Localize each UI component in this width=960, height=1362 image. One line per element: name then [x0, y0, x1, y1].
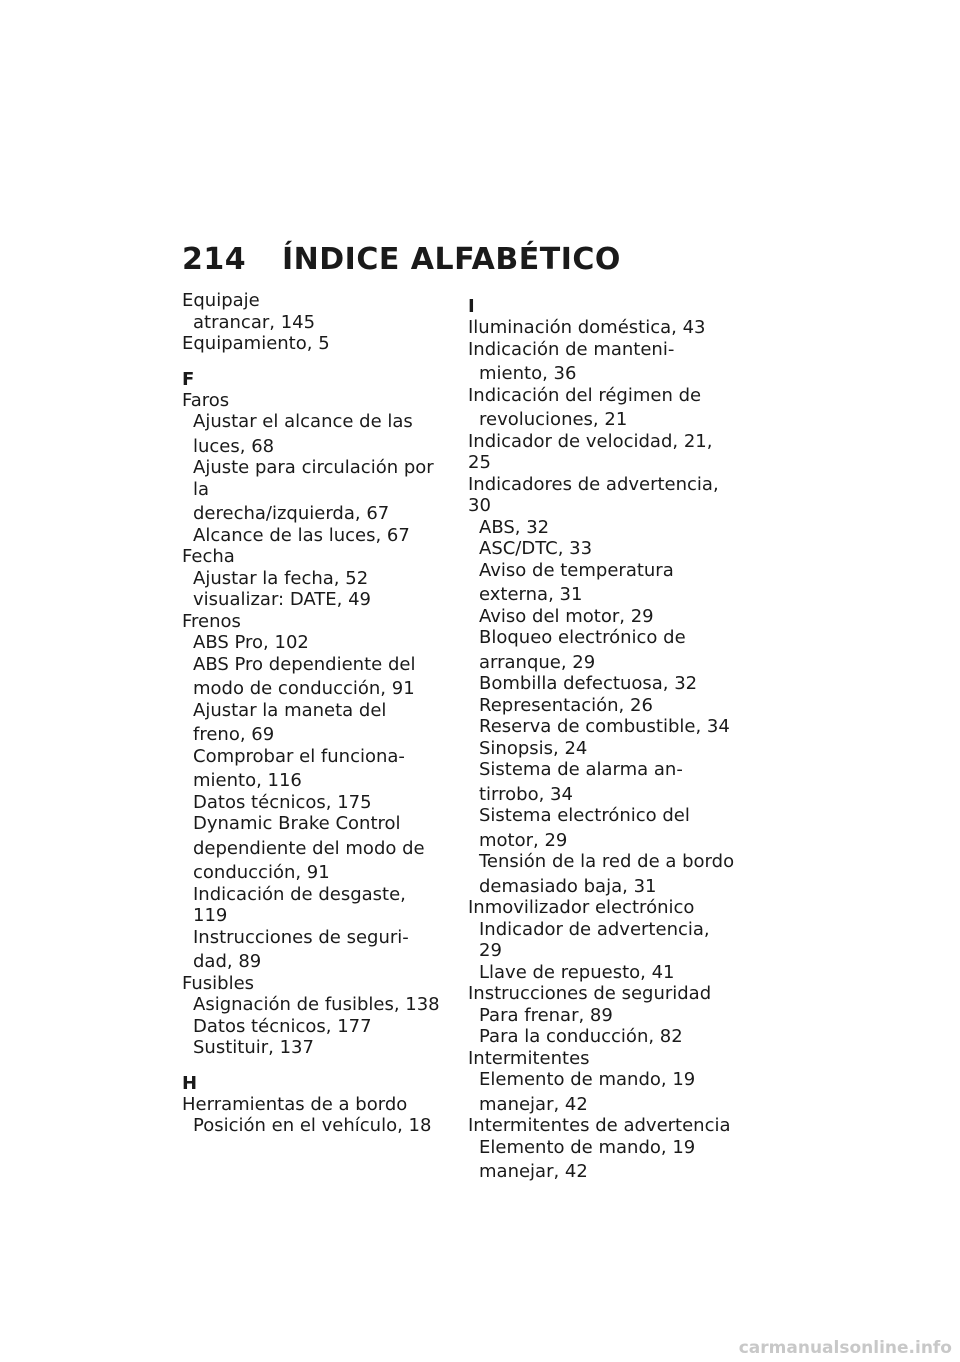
index-entry: Iluminación doméstica, 43: [468, 317, 706, 338]
index-entry: Indicación de manteni-: [468, 338, 675, 360]
index-continuation: motor, 29: [479, 829, 568, 851]
index-continuation: externa, 31: [479, 584, 583, 605]
index-subentry: Alcance de las luces, 67: [193, 524, 410, 546]
index-entry: Faros: [182, 389, 230, 411]
index-continuation: conducción, 91: [193, 862, 330, 883]
page-header: [182, 242, 621, 277]
index-entry: Indicador de velocidad, 21, 25: [468, 430, 713, 473]
index-continuation: tirrobo, 34: [479, 783, 573, 805]
index-subentry: Dynamic Brake Control: [193, 813, 401, 834]
index-subentry: Asignación de fusibles, 138: [193, 994, 440, 1015]
index-entry: Instrucciones de seguridad: [468, 983, 712, 1004]
index-subentry: Para frenar, 89: [479, 1004, 613, 1026]
index-subentry: Elemento de mando, 19: [479, 1069, 696, 1090]
index-subentry: Elemento de mando, 19: [479, 1136, 696, 1158]
index-letter-heading: I: [468, 296, 475, 317]
index-subentry: Indicación de desgaste, 119: [193, 883, 406, 926]
index-entry: Equipaje: [182, 290, 260, 311]
index-continuation: miento, 116: [193, 770, 302, 791]
index-subentry: Sistema electrónico del: [479, 805, 690, 826]
page-title: ÍNDICE ALFABÉTICO: [282, 242, 621, 277]
index-subentry: Reserva de combustible, 34: [479, 716, 730, 737]
index-continuation: arranque, 29: [479, 651, 596, 673]
index-subentry: ABS, 32: [479, 516, 550, 538]
index-entry: Frenos: [182, 610, 241, 632]
page-number: 214: [182, 242, 247, 277]
index-continuation: demasiado baja, 31: [479, 875, 657, 897]
index-continuation: dependiente del modo de: [193, 837, 425, 859]
index-subentry: Sustituir, 137: [193, 1037, 314, 1058]
index-subentry: Instrucciones de seguri-: [193, 926, 409, 948]
index-entry: Herramientas de a bordo: [182, 1093, 408, 1115]
index-subentry: Sistema de alarma an-: [479, 759, 683, 780]
index-subentry: ABS Pro dependiente del: [193, 653, 416, 675]
index-entry: Intermitentes de advertencia: [468, 1115, 731, 1136]
index-subentry: Ajuste para circulación por la: [193, 457, 434, 500]
index-entry: Equipamiento, 5: [182, 333, 330, 354]
index-letter-heading: F: [182, 368, 195, 390]
index-subentry: Tensión de la red de a bordo: [479, 851, 735, 872]
index-entry: Intermitentes: [468, 1047, 590, 1069]
index-subentry: Sinopsis, 24: [479, 737, 588, 759]
index-entry: Inmovilizador electrónico: [468, 897, 695, 918]
index-subentry: Aviso de temperatura: [479, 559, 674, 581]
index-subentry: Comprobar el funciona-: [193, 745, 405, 767]
index-continuation: luces, 68: [193, 435, 275, 457]
index-column-right: [468, 290, 738, 1183]
index-letter-heading: H: [182, 1072, 198, 1094]
index-subentry: Aviso del motor, 29: [479, 605, 654, 627]
index-subentry: Para la conducción, 82: [479, 1026, 683, 1047]
index-subentry: Llave de repuesto, 41: [479, 961, 675, 983]
index-entry: Fecha: [182, 546, 235, 567]
index-subentry: Datos técnicos, 175: [193, 791, 372, 813]
index-entry: Indicadores de advertencia, 30: [468, 473, 719, 516]
index-continuation: derecha/izquierda, 67: [193, 503, 390, 524]
index-subentry: Posición en el vehículo, 18: [193, 1115, 432, 1136]
index-subentry: Ajustar la maneta del: [193, 699, 387, 721]
index-subentry: Bloqueo electrónico de: [479, 627, 686, 648]
index-subentry: ABS Pro, 102: [193, 632, 309, 653]
watermark: carmanualsonline.info: [738, 1338, 952, 1358]
index-continuation: dad, 89: [193, 951, 262, 972]
index-continuation: manejar, 42: [479, 1093, 588, 1115]
index-continuation: modo de conducción, 91: [193, 678, 415, 699]
index-entry: Indicación del régimen de: [468, 384, 702, 406]
index-subentry: ASC/DTC, 33: [479, 538, 593, 559]
index-column-left: [182, 290, 444, 1137]
index-subentry: Indicador de advertencia, 29: [479, 918, 710, 961]
index-subentry: atrancar, 145: [193, 311, 316, 333]
index-subentry: Representación, 26: [479, 694, 653, 716]
index-continuation: freno, 69: [193, 724, 275, 745]
index-subentry: Ajustar la fecha, 52: [193, 567, 369, 589]
index-subentry: Ajustar el alcance de las: [193, 411, 413, 432]
index-subentry: Datos técnicos, 177: [193, 1015, 372, 1037]
index-continuation: miento, 36: [479, 363, 577, 384]
index-continuation: revoluciones, 21: [479, 409, 628, 430]
index-continuation: manejar, 42: [479, 1161, 588, 1182]
index-entry: Fusibles: [182, 972, 255, 994]
index-subentry: Bombilla defectuosa, 32: [479, 673, 698, 694]
index-subentry: visualizar: DATE, 49: [193, 589, 371, 610]
